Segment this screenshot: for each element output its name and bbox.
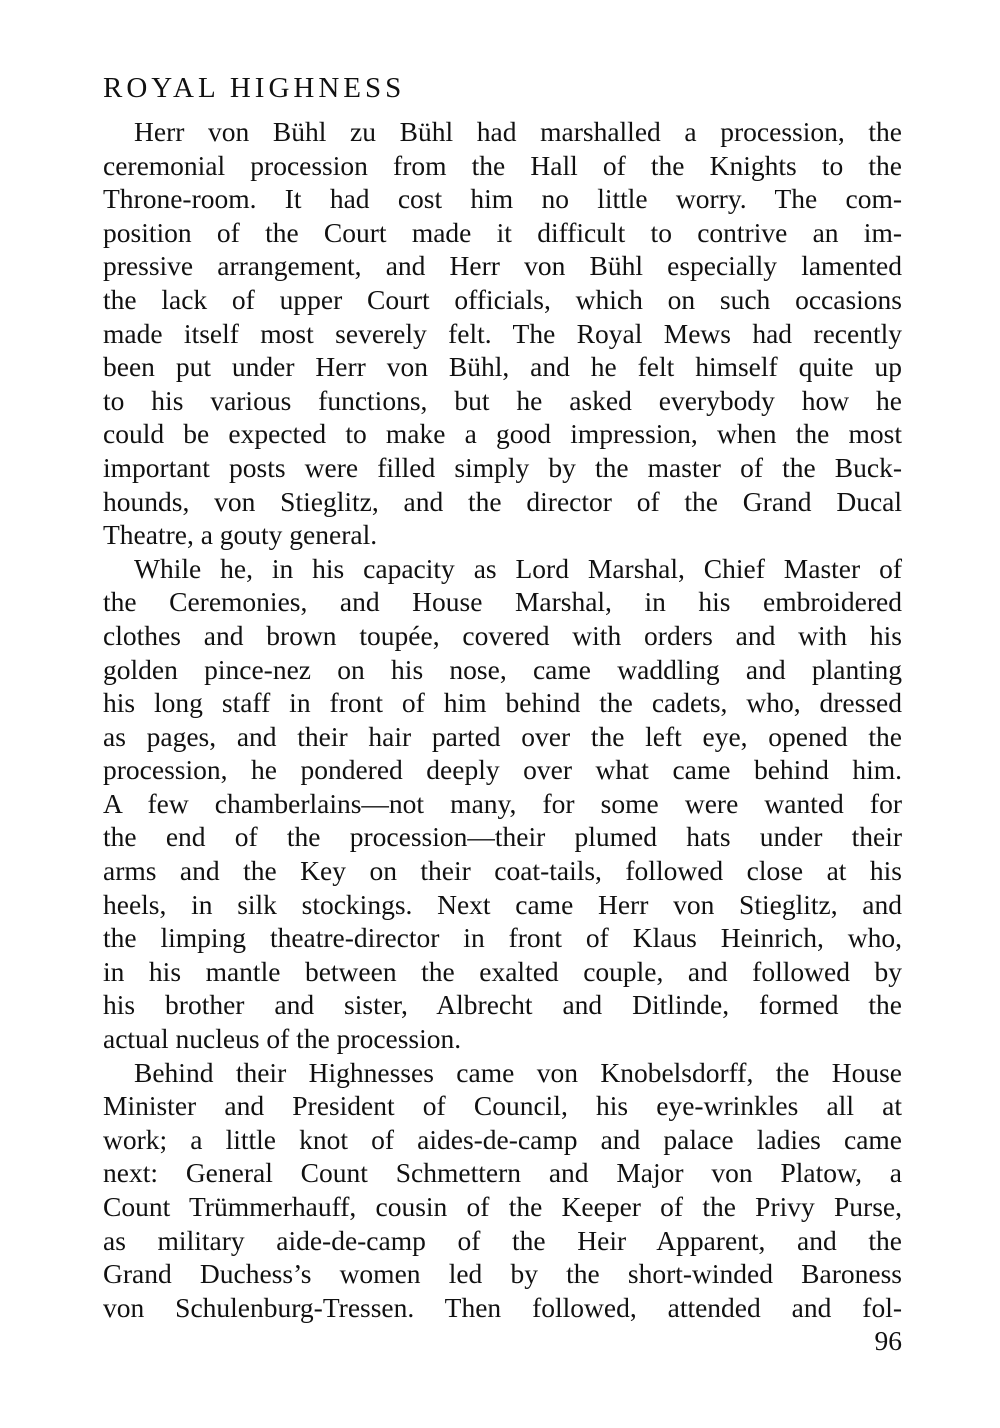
text-line: pressive arrangement, and Herr von Bühl especially lamented (103, 250, 902, 282)
text-line: golden pince-nez on his nose, came waddling and planting (103, 653, 902, 685)
page-number: 96 (874, 1325, 902, 1356)
text-line: Herr von Bühl zu Bühl had marshalled a procession, the (134, 116, 902, 147)
text-line: Minister and President of Council, his eye-wrinkles all at (103, 1090, 902, 1122)
text-line: ceremonial procession from the Hall of the Knights to the (103, 149, 902, 181)
running-head: ROYAL HIGHNESS (103, 72, 406, 104)
text-line: Grand Duchess’s women led by the short-winded Baroness (103, 1258, 902, 1290)
text-line: the Ceremonies, and House Marshal, in his embroidered (103, 586, 902, 618)
text-line: arms and the Key on their coat-tails, followed close at his (103, 855, 902, 887)
text-line: his long staff in front of him behind the cadets, who, dressed (103, 687, 902, 719)
text-line: von Schulenburg-Tressen. Then followed, attended and fol- (103, 1291, 902, 1323)
text-line: A few chamberlains—not many, for some were wanted for (103, 787, 902, 819)
text-line: next: General Count Schmettern and Major von Platow, a (103, 1157, 902, 1189)
text-line: as pages, and their hair parted over the left eye, opened the (103, 720, 902, 752)
paragraph-2 (103, 552, 902, 1056)
body-text (103, 115, 902, 1324)
text-line: important posts were filled simply by the master of the Buck- (103, 451, 902, 483)
text-line: While he, in his capacity as Lord Marshal, Chief Master of (134, 552, 902, 584)
text-line: to his various functions, but he asked everybody how he (103, 384, 902, 416)
text-line: clothes and brown toupée, covered with orders and with his (103, 619, 902, 651)
text-line: work; a little knot of aides-de-camp and palace ladies came (103, 1123, 902, 1155)
text-line: position of the Court made it difficult to contrive an im- (103, 216, 902, 248)
paragraph-1 (103, 115, 902, 552)
paragraph-3 (103, 1056, 902, 1325)
text-line: the limping theatre-director in front of Klaus Heinrich, who, (103, 922, 902, 954)
text-line: hounds, von Stieglitz, and the director of the Grand Ducal (103, 485, 902, 517)
text-line: heels, in silk stockings. Next came Herr von Stieglitz, and (103, 888, 902, 920)
text-line: the lack of upper Court officials, which on such occasions (103, 283, 902, 315)
text-line: actual nucleus of the procession. (103, 1023, 462, 1055)
text-line: Theatre, a gouty general. (103, 519, 378, 551)
text-line: Throne-room. It had cost him no little worry. The com- (103, 183, 902, 215)
text-line: Behind their Highnesses came von Knobelsdorff, the House (134, 1056, 902, 1088)
text-line: the end of the procession—their plumed hats under their (103, 821, 902, 853)
text-line: in his mantle between the exalted couple, and followed by (103, 955, 902, 987)
text-line: made itself most severely felt. The Royal Mews had recently (103, 317, 902, 349)
text-line: his brother and sister, Albrecht and Ditlinde, formed the (103, 989, 902, 1021)
text-line: Count Trümmerhauff, cousin of the Keeper of the Privy Purse, (103, 1191, 902, 1222)
text-line: been put under Herr von Bühl, and he felt himself quite up (103, 351, 902, 383)
text-line: as military aide-de-camp of the Heir Apparent, and the (103, 1224, 902, 1256)
text-line: procession, he pondered deeply over what came behind him. (103, 754, 902, 786)
text-line: could be expected to make a good impression, when the most (103, 418, 902, 450)
